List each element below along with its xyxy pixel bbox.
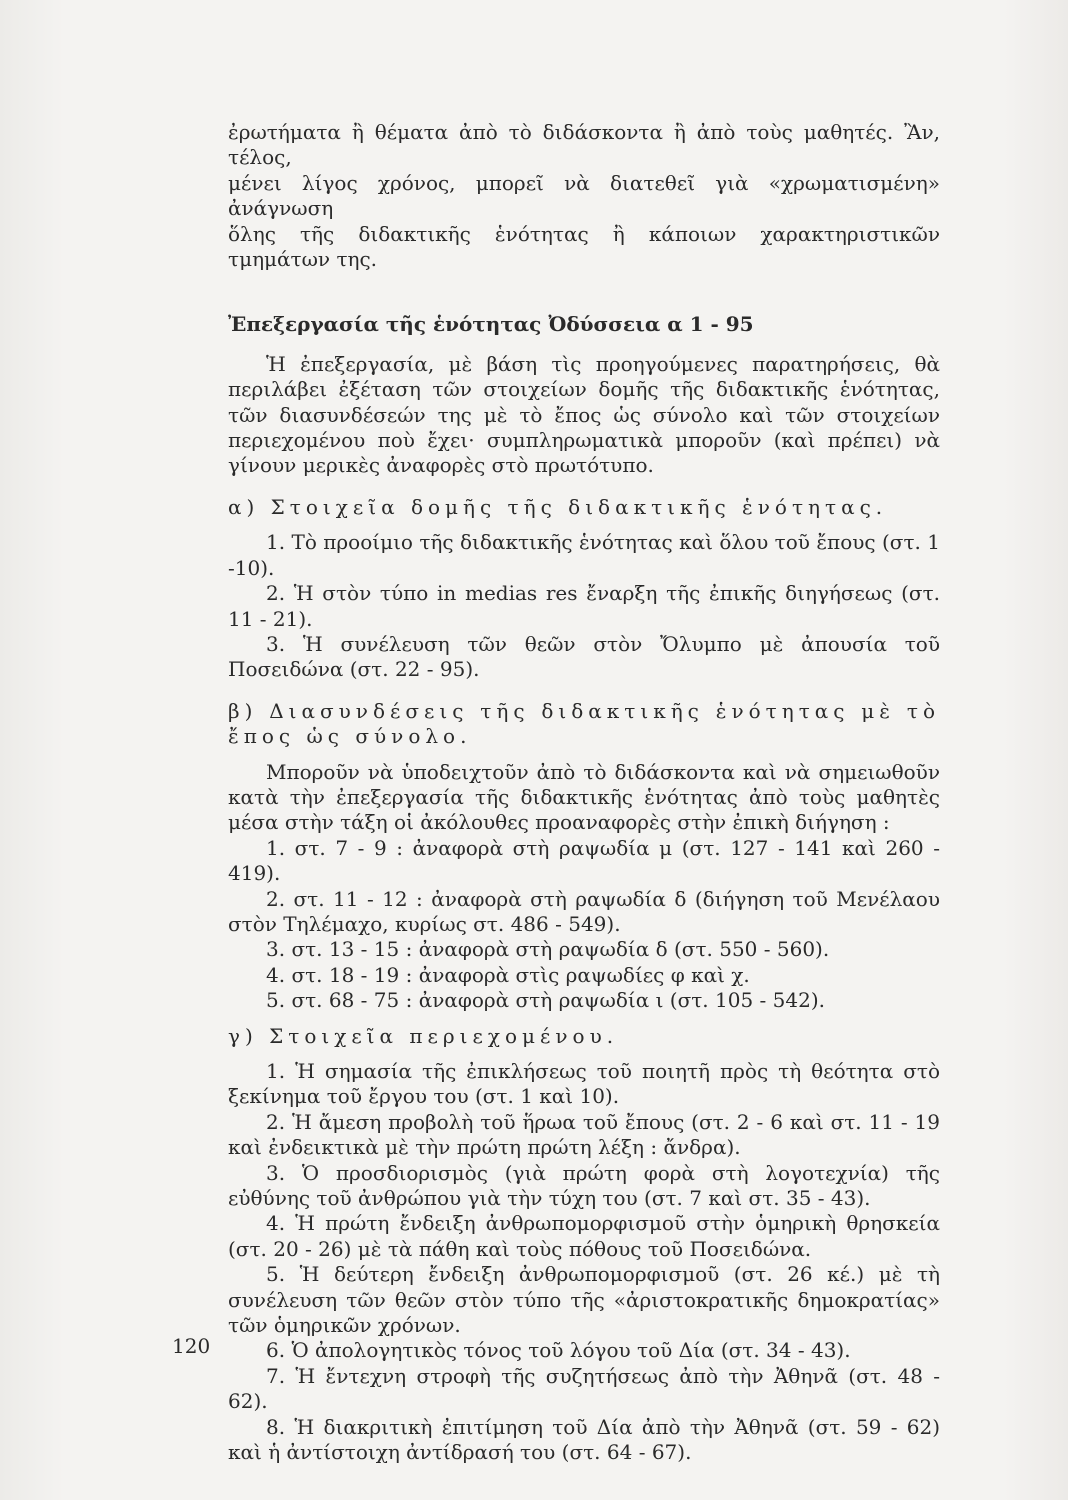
section-b-item-3: 3. στ. 13 - 15 : ἀναφορὰ στὴ ραψωδία δ (στ. 550 - 560).	[266, 937, 830, 962]
section-b-item-4: 4. στ. 18 - 19 : ἀναφορὰ στὶς ραψωδίες φ καὶ χ.	[266, 962, 750, 987]
intro-line-3: ὅλης τῆς διδακτικῆς ἑνότητας ἢ κάποιων χαρακτηριστικῶν τμημάτων της.	[228, 221, 940, 272]
section-c-item-1: 1. Ἡ σημασία τῆς ἐπικλήσεως τοῦ ποιητῆ πρὸς τὴ θεότητα στὸ ξεκίνημα τοῦ ἔργου του (στ. 1 καὶ 10).	[228, 1059, 940, 1109]
section-c-item-3: 3. Ὁ προσδιορισμὸς (γιὰ πρώτη φορὰ στὴ λογοτεχνία) τῆς εὐθύνης τοῦ ἀνθρώπου γιὰ τὴν τύχη του (στ. 7 καὶ στ. 35 - 43).	[228, 1160, 940, 1211]
page-body	[228, 120, 940, 1466]
paragraph-processing: Ἡ ἐπεξεργασία, μὲ βάση τὶς προηγούμενες παρατηρήσεις, θὰ περιλάβει ἐξέταση τῶν στοιχείων δομῆς τῆς διδακτικῆς ἑνότητας, τῶν διασυνδέσεών της μὲ τὸ ἔπος ὡς σύνολο καὶ τῶν στοιχείων περιεχομένου ποὺ ἔχει· συμπληρωματικὰ μποροῦν (καὶ πρέπει) νὰ γίνουν μερικὲς ἀναφορὲς στὸ πρωτότυπο.	[228, 351, 940, 478]
section-b-item-5: 5. στ. 68 - 75 : ἀναφορὰ στὴ ραψωδία ι (στ. 105 - 542).	[266, 988, 826, 1013]
section-c-item-4: 4. Ἡ πρώτη ἔνδειξη ἀνθρωπομορφισμοῦ στὴν ὁμηρικὴ θρησκεία (στ. 20 - 26) μὲ τὰ πάθη καὶ τοὺς πόθους τοῦ Ποσειδώνα.	[228, 1211, 940, 1261]
section-b-label: β) Διασυνδέσεις τῆς διδακτικῆς ἑνότητας μὲ τὸ	[228, 698, 940, 723]
section-a-label: α) Στοιχεῖα δομῆς τῆς διδακτικῆς ἑνότητας.	[228, 494, 888, 519]
section-c-item-2: 2. Ἡ ἄμεση προβολὴ τοῦ ἥρωα τοῦ ἔπους (στ. 2 - 6 καὶ στ. 11 - 19 καὶ ἐνδεικτικὰ μὲ τὴν πρώτη πρώτη λέξη : ἄνδρα).	[228, 1109, 940, 1160]
section-c-item-8: 8. Ἡ διακριτικὴ ἐπιτίμηση τοῦ Δία ἀπὸ τὴν Ἀθηνᾶ (στ. 59 - 62) καὶ ἡ ἀντίστοιχη ἀντίδρασή του (στ. 64 - 67).	[228, 1414, 940, 1465]
section-b-intro: Μποροῦν νὰ ὑποδειχτοῦν ἀπὸ τὸ διδάσκοντα καὶ νὰ σημειωθοῦν κατὰ τὴν ἐπεξεργασία τῆς διδακτικῆς ἑνότητας ἀπὸ τοὺς μαθητὲς μέσα στὴν τάξη οἱ ἀκόλουθες προαναφορὲς στὴν ἐπικὴ διήγηση :	[228, 759, 940, 835]
section-c-label: γ) Στοιχεῖα περιεχομένου.	[228, 1023, 619, 1048]
section-a-item-1: 1. Τὸ προοίμιο τῆς διδακτικῆς ἑνότητας καὶ ὅλου τοῦ ἔπους (στ. 1 -10).	[228, 530, 940, 580]
page-number: 120	[172, 1334, 211, 1358]
section-a-item-2: 2. Ἡ στὸν τύπο in medias res ἔναρξη τῆς ἐπικῆς διηγήσεως (στ. 11 - 21).	[228, 581, 940, 631]
section-c-item-6: 6. Ὁ ἀπολογητικὸς τόνος τοῦ λόγου τοῦ Δία (στ. 34 - 43).	[266, 1338, 851, 1363]
section-b-item-1: 1. στ. 7 - 9 : ἀναφορὰ στὴ ραψωδία μ (στ. 127 - 141 καὶ 260 - 419).	[228, 835, 940, 886]
section-b-item-2: 2. στ. 11 - 12 : ἀναφορὰ στὴ ραψωδία δ (διήγηση τοῦ Μενέλαου στὸν Τηλέμαχο, κυρίως στ. 486 - 549).	[228, 886, 940, 936]
section-c-item-5: 5. Ἡ δεύτερη ἔνδειξη ἀνθρωπομορφισμοῦ (στ. 26 κέ.) μὲ τὴ συνέλευση τῶν θεῶν στὸν τύπο τῆς «ἀριστοκρατικῆς δημοκρατίας» τῶν ὁμηρικῶν χρόνων.	[228, 1262, 940, 1338]
intro-line-1: ἐρωτήματα ἢ θέματα ἀπὸ τὸ διδάσκοντα ἢ ἀπὸ τοὺς μαθητές. Ἂν, τέλος,	[228, 120, 940, 170]
section-heading: Ἐπεξεργασία τῆς ἑνότητας Ὀδύσσεια α 1 - 95	[228, 312, 754, 337]
section-b-label-cont: ἔπος ὡς σύνολο.	[228, 724, 472, 749]
section-a-item-3: 3. Ἡ συνέλευση τῶν θεῶν στὸν Ὄλυμπο μὲ ἀπουσία τοῦ Ποσειδώνα (στ. 22 - 95).	[228, 631, 940, 682]
section-c-item-7: 7. Ἡ ἔντεχνη στροφὴ τῆς συζητήσεως ἀπὸ τὴν Ἀθηνᾶ (στ. 48 - 62).	[228, 1363, 940, 1414]
intro-line-2: μένει λίγος χρόνος, μπορεῖ νὰ διατεθεῖ γιὰ «χρωματισμένη» ἀνάγνωση	[228, 170, 940, 221]
